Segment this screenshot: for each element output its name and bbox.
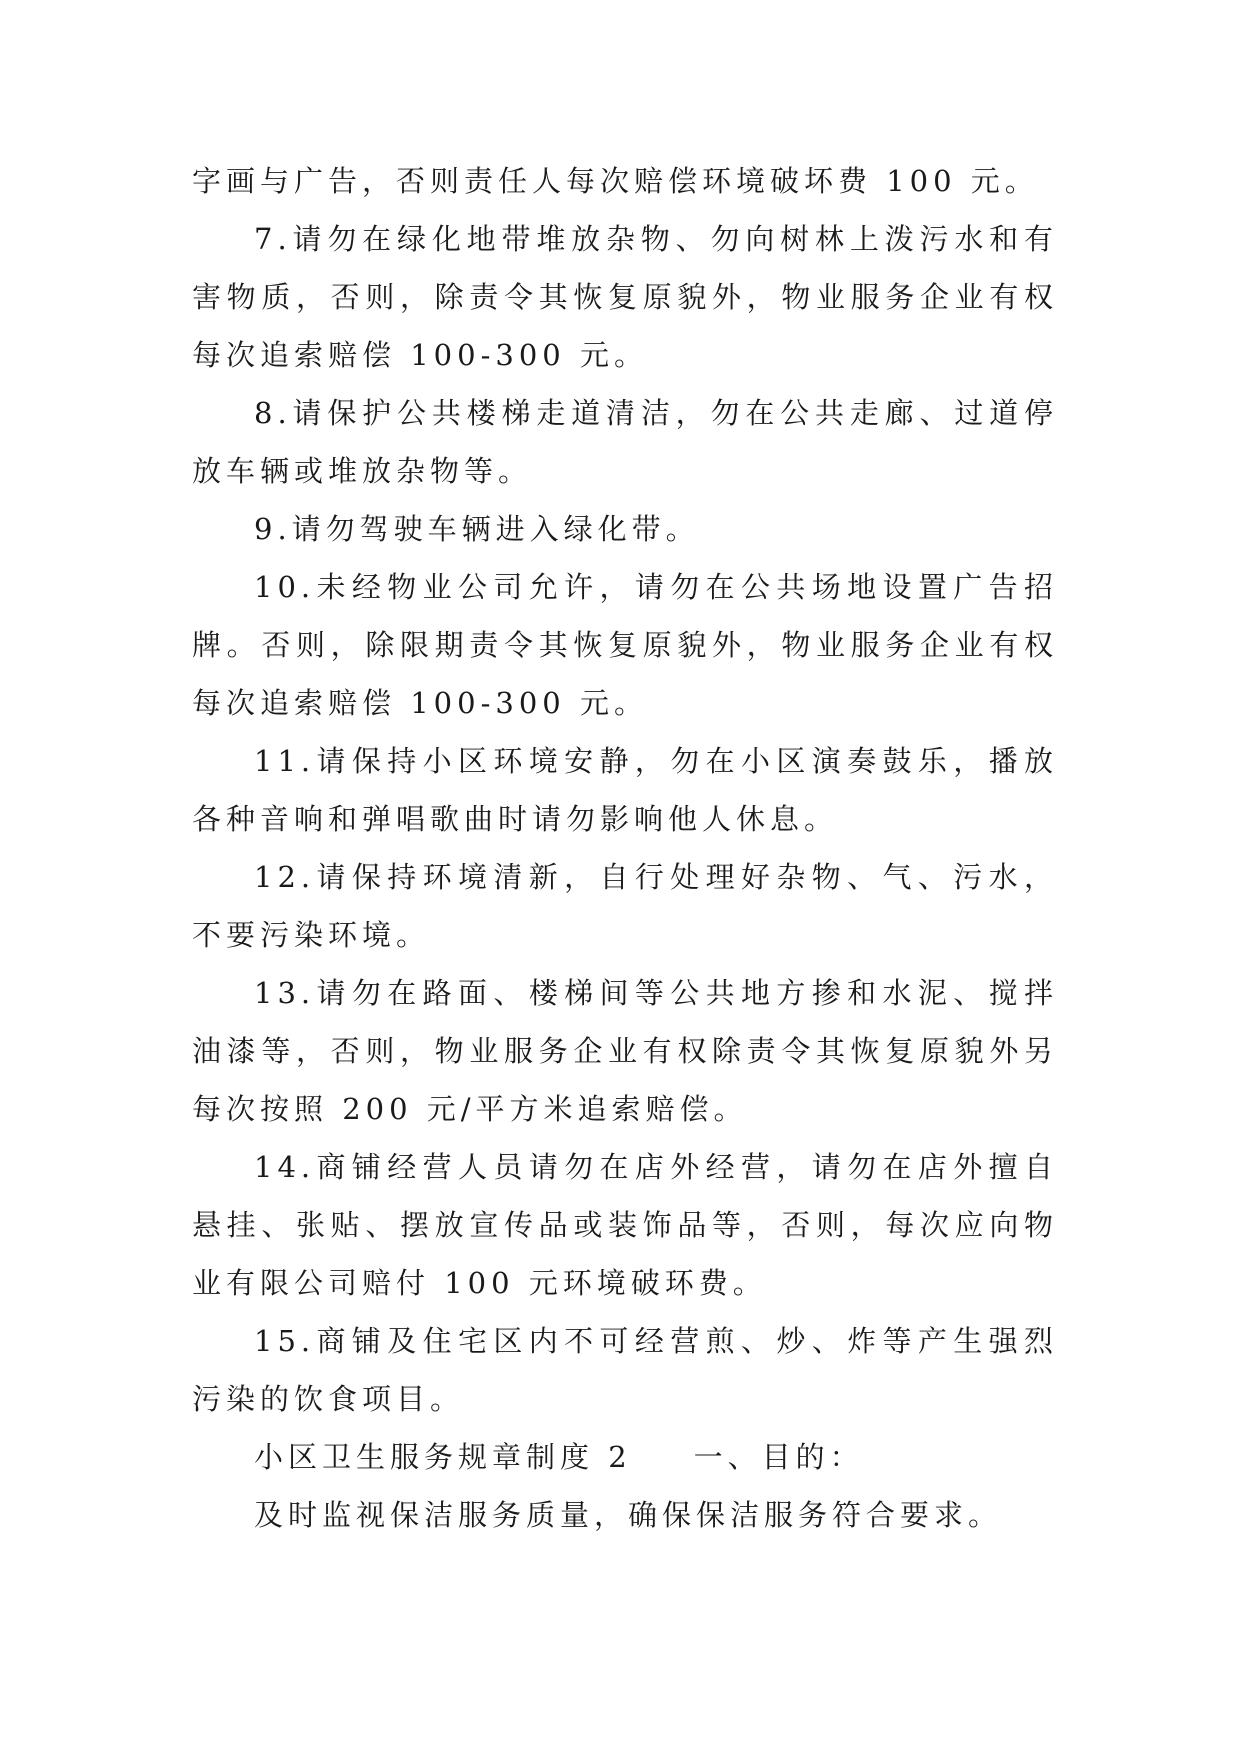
- section-heading-line: [192, 1428, 1058, 1486]
- paragraph-item-9: 9.请勿驾驶车辆进入绿化带。: [254, 512, 700, 546]
- section-title: 小区卫生服务规章制度 2: [254, 1440, 632, 1474]
- paragraph-item-13: 13.请勿在路面、楼梯间等公共地方掺和水泥、搅拌油漆等，否则，物业服务企业有权除责令其恢复原貌外另每次按照 200 元/平方米追索赔偿。: [192, 976, 1058, 1126]
- paragraph-item-15: 15.商铺及住宅区内不可经营煎、炒、炸等产生强烈污染的饮食项目。: [192, 1324, 1058, 1416]
- paragraph-item-10: 10.未经物业公司允许，请勿在公共场地设置广告招牌。否则，除限期责令其恢复原貌外，物业服务企业有权每次追索赔偿 100-300 元。: [192, 570, 1058, 720]
- document-body: [192, 152, 1058, 1544]
- paragraph-item-11: 11.请保持小区环境安静，勿在小区演奏鼓乐，播放各种音响和弹唱歌曲时请勿影响他人休息。: [192, 744, 1058, 836]
- paragraph-continuation: 字画与广告，否则责任人每次赔偿环境破坏费 100 元。: [192, 164, 1039, 198]
- paragraph-purpose: 及时监视保洁服务质量，确保保洁服务符合要求。: [254, 1498, 1003, 1532]
- paragraph-item-8: 8.请保护公共楼梯走道清洁，勿在公共走廊、过道停放车辆或堆放杂物等。: [192, 396, 1058, 488]
- paragraph-item-14: 14.商铺经营人员请勿在店外经营，请勿在店外擅自悬挂、张贴、摆放宣传品或装饰品等，否则，每次应向物业有限公司赔付 100 元环境破环费。: [192, 1150, 1058, 1300]
- section-subheading: 一、目的：: [693, 1440, 864, 1474]
- paragraph-item-12: 12.请保持环境清新，自行处理好杂物、气、污水，不要污染环境。: [192, 860, 1058, 952]
- paragraph-item-7: 7.请勿在绿化地带堆放杂物、勿向树林上泼污水和有害物质，否则，除责令其恢复原貌外，物业服务企业有权每次追索赔偿 100-300 元。: [192, 222, 1058, 372]
